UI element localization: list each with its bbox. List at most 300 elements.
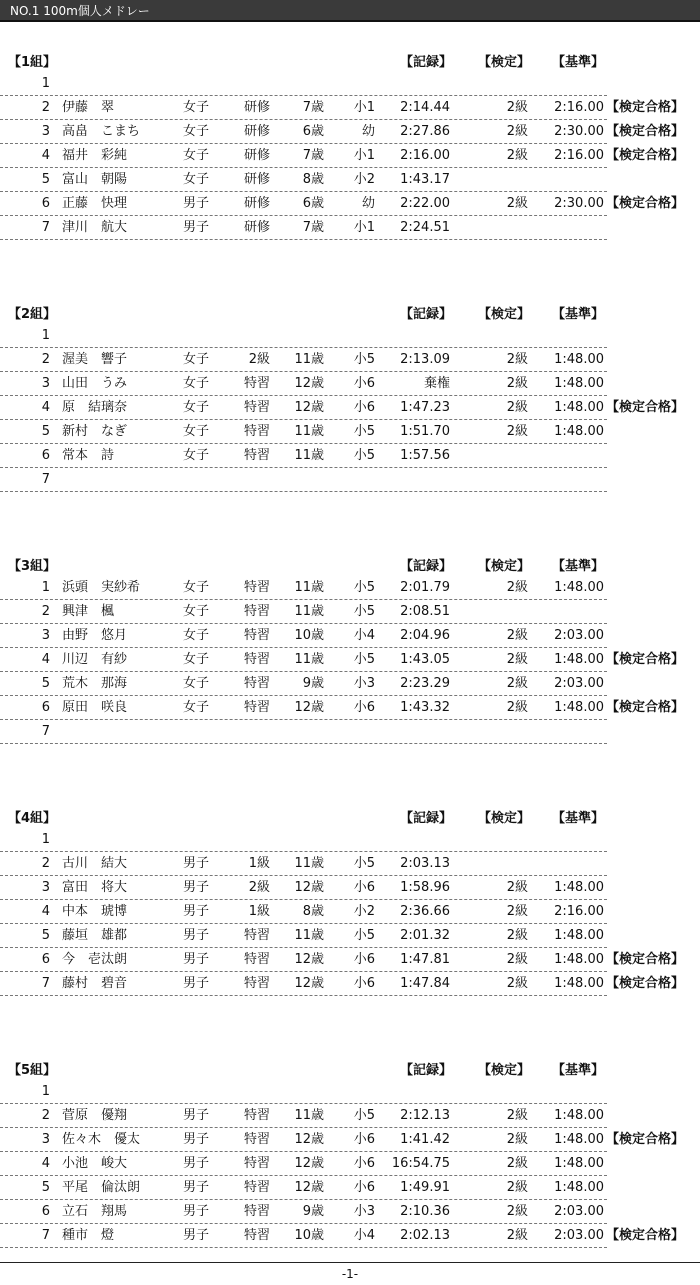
school-grade-cell: 小6 (353, 976, 375, 991)
heat-group (0, 552, 700, 744)
standard-time: 1:48.00 (554, 700, 604, 715)
sex-cell: 男子 (183, 904, 210, 919)
record-time: 2:13.09 (400, 352, 450, 367)
document-title-bar (0, 0, 700, 22)
inspection-level: 2級 (506, 100, 528, 115)
table-row (0, 1200, 700, 1224)
lane-number: 7 (41, 1228, 50, 1243)
school-grade-cell: 小1 (353, 220, 375, 235)
page-number: -1- (341, 1267, 359, 1281)
record-time: 2:01.79 (400, 580, 450, 595)
sex-cell: 女子 (183, 700, 210, 715)
school-grade-cell: 小5 (353, 352, 375, 367)
lane-number: 5 (41, 676, 50, 691)
inspection-level: 2級 (506, 1228, 528, 1243)
class-cell: 特習 (243, 376, 270, 391)
class-cell: 2級 (248, 352, 270, 367)
table-row (0, 144, 700, 168)
class-cell: 特習 (243, 952, 270, 967)
age-cell: 11歳 (294, 928, 324, 943)
class-cell: 研修 (243, 148, 270, 163)
lane-number: 7 (41, 472, 50, 487)
school-grade-cell: 小5 (353, 1108, 375, 1123)
table-row (0, 444, 700, 468)
record-time: 1:41.42 (400, 1132, 450, 1147)
table-row (0, 120, 700, 144)
standard-time: 2:03.00 (554, 676, 604, 691)
age-cell: 12歳 (294, 1180, 324, 1195)
inspection-level: 2級 (506, 976, 528, 991)
school-grade-cell: 小6 (353, 1156, 375, 1171)
inspection-level: 2級 (506, 952, 528, 967)
record-time: 1:43.05 (400, 652, 450, 667)
sex-cell: 男子 (183, 196, 210, 211)
record-time: 2:12.13 (400, 1108, 450, 1123)
sex-cell: 女子 (183, 424, 210, 439)
lane-number: 5 (41, 424, 50, 439)
school-grade-cell: 小5 (353, 856, 375, 871)
table-row (0, 192, 700, 216)
class-cell: 研修 (243, 220, 270, 235)
swimmer-name: 平尾 倫汰朗 (62, 1180, 141, 1195)
swimmer-name: 藤垣 雄都 (62, 928, 128, 943)
inspection-level: 2級 (506, 1204, 528, 1219)
standard-time: 2:16.00 (554, 100, 604, 115)
sex-cell: 男子 (183, 952, 210, 967)
record-time: 2:01.32 (400, 928, 450, 943)
class-cell: 特習 (243, 604, 270, 619)
class-cell: 特習 (243, 1180, 270, 1195)
standard-time: 1:48.00 (554, 952, 604, 967)
inspection-level: 2級 (506, 1132, 528, 1147)
swimmer-name: 中本 琥博 (62, 904, 128, 919)
age-cell: 7歳 (302, 100, 324, 115)
swimmer-name: 原 結璃奈 (62, 400, 128, 415)
group-header (0, 552, 700, 576)
inspection-level: 2級 (506, 700, 528, 715)
record-time: 1:57.56 (400, 448, 450, 463)
pass-badge: 【検定合格】 (606, 700, 685, 715)
standard-column-header: 【基準】 (552, 811, 605, 826)
inspection-level: 2級 (506, 580, 528, 595)
record-time: 2:10.36 (400, 1204, 450, 1219)
school-grade-cell: 小5 (353, 424, 375, 439)
sex-cell: 男子 (183, 1204, 210, 1219)
standard-time: 1:48.00 (554, 880, 604, 895)
group-header (0, 300, 700, 324)
swimmer-name: 藤村 碧音 (62, 976, 128, 991)
record-time: 1:47.84 (400, 976, 450, 991)
age-cell: 12歳 (294, 700, 324, 715)
inspection-level: 2級 (506, 1156, 528, 1171)
lane-number: 7 (41, 220, 50, 235)
pass-badge: 【検定合格】 (606, 400, 685, 415)
table-row (0, 1080, 700, 1104)
sex-cell: 男子 (183, 1108, 210, 1123)
record-time: 2:08.51 (400, 604, 450, 619)
standard-time: 1:48.00 (554, 1132, 604, 1147)
class-cell: 研修 (243, 196, 270, 211)
standard-time: 1:48.00 (554, 580, 604, 595)
sex-cell: 男子 (183, 1156, 210, 1171)
table-row (0, 1176, 700, 1200)
swimmer-name: 小池 峻大 (62, 1156, 128, 1171)
sex-cell: 女子 (183, 628, 210, 643)
swimmer-name: 原田 咲良 (62, 700, 128, 715)
standard-time: 1:48.00 (554, 352, 604, 367)
standard-time: 1:48.00 (554, 1156, 604, 1171)
swimmer-name: 荒木 那海 (62, 676, 128, 691)
school-grade-cell: 小4 (353, 628, 375, 643)
swimmer-name: 渥美 響子 (62, 352, 128, 367)
age-cell: 12歳 (294, 880, 324, 895)
inspection-level: 2級 (506, 676, 528, 691)
lane-number: 2 (41, 1108, 50, 1123)
sex-cell: 女子 (183, 580, 210, 595)
lane-number: 6 (41, 952, 50, 967)
sex-cell: 男子 (183, 1132, 210, 1147)
lane-number: 4 (41, 400, 50, 415)
standard-time: 1:48.00 (554, 928, 604, 943)
table-row (0, 396, 700, 420)
school-grade-cell: 小6 (353, 1132, 375, 1147)
school-grade-cell: 小4 (353, 1228, 375, 1243)
standard-time: 1:48.00 (554, 1108, 604, 1123)
standard-column-header: 【基準】 (552, 307, 605, 322)
table-row (0, 96, 700, 120)
class-cell: 特習 (243, 1132, 270, 1147)
sex-cell: 女子 (183, 652, 210, 667)
class-cell: 特習 (243, 1204, 270, 1219)
table-row (0, 600, 700, 624)
sex-cell: 男子 (183, 976, 210, 991)
swimmer-name: 興津 楓 (62, 604, 115, 619)
sex-cell: 男子 (183, 220, 210, 235)
sex-cell: 女子 (183, 148, 210, 163)
inspection-column-header: 【検定】 (478, 811, 531, 826)
table-row (0, 972, 700, 996)
record-time: 2:27.86 (400, 124, 450, 139)
lane-number: 1 (41, 1084, 50, 1099)
table-row (0, 1152, 700, 1176)
age-cell: 12歳 (294, 952, 324, 967)
age-cell: 12歳 (294, 400, 324, 415)
class-cell: 特習 (243, 976, 270, 991)
document-title: NO.1 100m個人メドレー (10, 4, 150, 18)
table-row (0, 648, 700, 672)
heat-group (0, 48, 700, 240)
swimmer-name: 由野 悠月 (62, 628, 128, 643)
row-divider (0, 491, 607, 492)
standard-time: 2:16.00 (554, 904, 604, 919)
inspection-level: 2級 (506, 628, 528, 643)
heat-group (0, 1056, 700, 1248)
pass-badge: 【検定合格】 (606, 976, 685, 991)
lane-number: 6 (41, 1204, 50, 1219)
table-row (0, 696, 700, 720)
sex-cell: 女子 (183, 604, 210, 619)
sex-cell: 男子 (183, 1180, 210, 1195)
sex-cell: 男子 (183, 880, 210, 895)
table-row (0, 1224, 700, 1248)
age-cell: 6歳 (302, 196, 324, 211)
swimmer-name: 富山 朝陽 (62, 172, 128, 187)
age-cell: 8歳 (302, 904, 324, 919)
school-grade-cell: 小5 (353, 448, 375, 463)
table-row (0, 828, 700, 852)
swimmer-name: 川辺 有紗 (62, 652, 128, 667)
lane-number: 1 (41, 580, 50, 595)
pass-badge: 【検定合格】 (606, 1228, 685, 1243)
table-row (0, 216, 700, 240)
sex-cell: 女子 (183, 172, 210, 187)
record-column-header: 【記録】 (400, 307, 453, 322)
class-cell: 1級 (248, 904, 270, 919)
swimmer-name: 種市 燈 (62, 1228, 115, 1243)
inspection-level: 2級 (506, 352, 528, 367)
standard-column-header: 【基準】 (552, 1063, 605, 1078)
standard-time: 1:48.00 (554, 376, 604, 391)
school-grade-cell: 小2 (353, 172, 375, 187)
swimmer-name: 菅原 優翔 (62, 1108, 128, 1123)
inspection-level: 2級 (506, 1108, 528, 1123)
group-header (0, 804, 700, 828)
sex-cell: 女子 (183, 124, 210, 139)
table-row (0, 576, 700, 600)
row-divider (0, 995, 607, 996)
table-row (0, 1104, 700, 1128)
record-time: 2:02.13 (400, 1228, 450, 1243)
table-row (0, 876, 700, 900)
sex-cell: 男子 (183, 1228, 210, 1243)
table-row (0, 324, 700, 348)
standard-time: 2:03.00 (554, 1228, 604, 1243)
lane-number: 3 (41, 628, 50, 643)
swimmer-name: 立石 翔馬 (62, 1204, 128, 1219)
class-cell: 特習 (243, 1156, 270, 1171)
group-title: 【5組】 (8, 1063, 57, 1078)
age-cell: 9歳 (302, 1204, 324, 1219)
lane-number: 7 (41, 976, 50, 991)
school-grade-cell: 小5 (353, 652, 375, 667)
pass-badge: 【検定合格】 (606, 100, 685, 115)
swimmer-name: 正藤 快理 (62, 196, 128, 211)
page-footer (0, 1262, 700, 1285)
standard-time: 1:48.00 (554, 652, 604, 667)
table-row (0, 924, 700, 948)
school-grade-cell: 小6 (353, 952, 375, 967)
lane-number: 5 (41, 172, 50, 187)
school-grade-cell: 小6 (353, 376, 375, 391)
class-cell: 特習 (243, 448, 270, 463)
class-cell: 特習 (243, 1108, 270, 1123)
class-cell: 研修 (243, 172, 270, 187)
inspection-column-header: 【検定】 (478, 307, 531, 322)
sex-cell: 男子 (183, 928, 210, 943)
table-row (0, 672, 700, 696)
inspection-level: 2級 (506, 928, 528, 943)
record-column-header: 【記録】 (400, 55, 453, 70)
age-cell: 11歳 (294, 652, 324, 667)
pass-badge: 【検定合格】 (606, 652, 685, 667)
standard-time: 2:30.00 (554, 196, 604, 211)
inspection-level: 2級 (506, 1180, 528, 1195)
record-time: 2:22.00 (400, 196, 450, 211)
lane-number: 7 (41, 724, 50, 739)
inspection-level: 2級 (506, 124, 528, 139)
table-row (0, 168, 700, 192)
class-cell: 特習 (243, 928, 270, 943)
age-cell: 12歳 (294, 376, 324, 391)
group-title: 【2組】 (8, 307, 57, 322)
standard-time: 2:16.00 (554, 148, 604, 163)
class-cell: 特習 (243, 652, 270, 667)
class-cell: 特習 (243, 424, 270, 439)
swimmer-name: 津川 航大 (62, 220, 128, 235)
record-time: 1:51.70 (400, 424, 450, 439)
record-time: 2:36.66 (400, 904, 450, 919)
class-cell: 2級 (248, 880, 270, 895)
lane-number: 4 (41, 904, 50, 919)
age-cell: 7歳 (302, 148, 324, 163)
age-cell: 8歳 (302, 172, 324, 187)
inspection-level: 2級 (506, 652, 528, 667)
table-row (0, 372, 700, 396)
lane-number: 3 (41, 376, 50, 391)
lane-number: 4 (41, 1156, 50, 1171)
record-column-header: 【記録】 (400, 811, 453, 826)
inspection-level: 2級 (506, 400, 528, 415)
table-row (0, 948, 700, 972)
lane-number: 5 (41, 928, 50, 943)
standard-time: 1:48.00 (554, 424, 604, 439)
table-row (0, 900, 700, 924)
school-grade-cell: 幼 (361, 124, 375, 139)
swimmer-name: 伊藤 翠 (62, 100, 115, 115)
lane-number: 2 (41, 604, 50, 619)
row-divider (0, 239, 607, 240)
record-time: 2:16.00 (400, 148, 450, 163)
record-time: 1:47.81 (400, 952, 450, 967)
age-cell: 7歳 (302, 220, 324, 235)
record-time: 1:47.23 (400, 400, 450, 415)
class-cell: 研修 (243, 100, 270, 115)
standard-time: 2:30.00 (554, 124, 604, 139)
age-cell: 9歳 (302, 676, 324, 691)
school-grade-cell: 小6 (353, 1180, 375, 1195)
standard-time: 2:03.00 (554, 628, 604, 643)
pass-badge: 【検定合格】 (606, 148, 685, 163)
inspection-level: 2級 (506, 424, 528, 439)
pass-badge: 【検定合格】 (606, 1132, 685, 1147)
table-row (0, 468, 700, 492)
pass-badge: 【検定合格】 (606, 196, 685, 211)
inspection-column-header: 【検定】 (478, 1063, 531, 1078)
inspection-level: 2級 (506, 376, 528, 391)
table-row (0, 72, 700, 96)
lane-number: 6 (41, 448, 50, 463)
swimmer-name: 山田 うみ (62, 376, 128, 391)
group-title: 【3組】 (8, 559, 57, 574)
school-grade-cell: 小5 (353, 604, 375, 619)
table-row (0, 420, 700, 444)
age-cell: 11歳 (294, 352, 324, 367)
standard-column-header: 【基準】 (552, 559, 605, 574)
lane-number: 3 (41, 1132, 50, 1147)
class-cell: 特習 (243, 1228, 270, 1243)
sex-cell: 女子 (183, 352, 210, 367)
school-grade-cell: 小5 (353, 580, 375, 595)
lane-number: 4 (41, 652, 50, 667)
class-cell: 特習 (243, 400, 270, 415)
lane-number: 2 (41, 352, 50, 367)
class-cell: 特習 (243, 700, 270, 715)
sex-cell: 女子 (183, 676, 210, 691)
class-cell: 特習 (243, 628, 270, 643)
pass-badge: 【検定合格】 (606, 124, 685, 139)
school-grade-cell: 小3 (353, 1204, 375, 1219)
lane-number: 6 (41, 700, 50, 715)
pass-badge: 【検定合格】 (606, 952, 685, 967)
age-cell: 12歳 (294, 1156, 324, 1171)
record-time: 2:23.29 (400, 676, 450, 691)
heat-group (0, 300, 700, 492)
swimmer-name: 常本 詩 (62, 448, 115, 463)
swimmer-name: 新村 なぎ (62, 424, 128, 439)
age-cell: 11歳 (294, 448, 324, 463)
record-time: 2:24.51 (400, 220, 450, 235)
standard-time: 1:48.00 (554, 1180, 604, 1195)
age-cell: 12歳 (294, 976, 324, 991)
lane-number: 1 (41, 832, 50, 847)
school-grade-cell: 幼 (361, 196, 375, 211)
record-time: 2:04.96 (400, 628, 450, 643)
lane-number: 3 (41, 880, 50, 895)
table-row (0, 852, 700, 876)
school-grade-cell: 小1 (353, 100, 375, 115)
school-grade-cell: 小3 (353, 676, 375, 691)
record-time: 1:49.91 (400, 1180, 450, 1195)
inspection-level: 2級 (506, 148, 528, 163)
school-grade-cell: 小6 (353, 400, 375, 415)
swimmer-name: 富田 将大 (62, 880, 128, 895)
age-cell: 11歳 (294, 1108, 324, 1123)
class-cell: 研修 (243, 124, 270, 139)
standard-time: 1:48.00 (554, 400, 604, 415)
lane-number: 1 (41, 76, 50, 91)
group-header (0, 1056, 700, 1080)
age-cell: 6歳 (302, 124, 324, 139)
lane-number: 6 (41, 196, 50, 211)
sex-cell: 女子 (183, 100, 210, 115)
age-cell: 12歳 (294, 1132, 324, 1147)
class-cell: 特習 (243, 580, 270, 595)
group-title: 【1組】 (8, 55, 57, 70)
school-grade-cell: 小5 (353, 928, 375, 943)
record-time: 棄権 (423, 376, 450, 391)
lane-number: 3 (41, 124, 50, 139)
age-cell: 11歳 (294, 604, 324, 619)
inspection-level: 2級 (506, 904, 528, 919)
record-time: 2:14.44 (400, 100, 450, 115)
inspection-column-header: 【検定】 (478, 559, 531, 574)
class-cell: 1級 (248, 856, 270, 871)
sex-cell: 女子 (183, 400, 210, 415)
table-row (0, 348, 700, 372)
lane-number: 2 (41, 856, 50, 871)
swimmer-name: 佐々木 優太 (62, 1132, 141, 1147)
row-divider (0, 743, 607, 744)
